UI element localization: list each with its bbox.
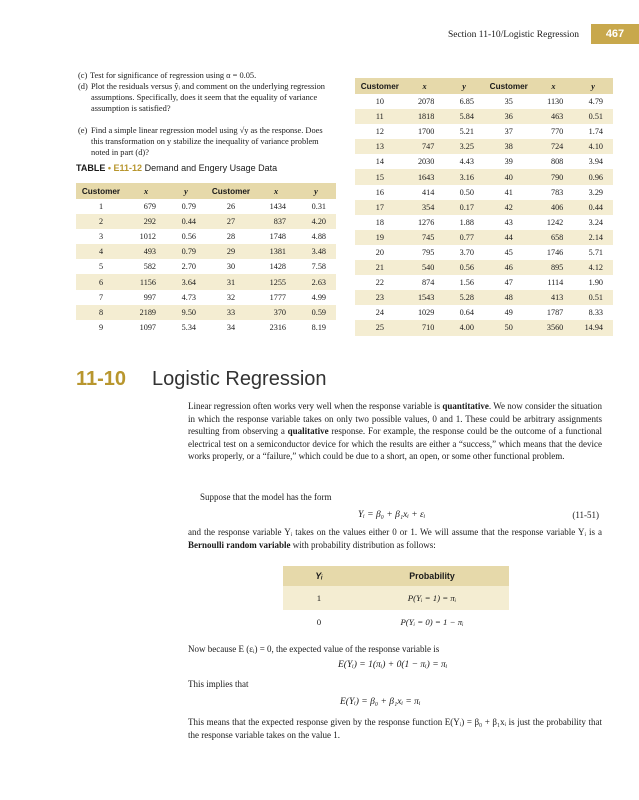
table-cell: 1029	[405, 305, 445, 320]
section-title: Logistic Regression	[152, 368, 327, 390]
table-row	[355, 139, 613, 154]
table-cell: 4.88	[296, 229, 336, 244]
paragraph-conclusion: This means that the expected response given by the response function E(Yᵢ) = β₀ + β₁xᵢ is just the probability that the response variable takes on the value 1.	[188, 717, 602, 740]
table-cell: 15	[355, 169, 405, 184]
table-cell: 27	[206, 214, 256, 229]
table-cell: 4.73	[166, 290, 206, 305]
table-id: E11-12	[113, 163, 143, 173]
table-cell: 1428	[256, 259, 296, 274]
text-run: with probability distribution as follows:	[290, 539, 436, 550]
table-cell: 14.94	[573, 320, 613, 335]
table-cell: 4.43	[444, 154, 484, 169]
table-cell: 0.96	[573, 169, 613, 184]
table-row	[76, 274, 336, 289]
table-cell: 26	[206, 199, 256, 214]
table-cell: 1242	[534, 215, 574, 230]
exercise-d	[78, 81, 336, 114]
table-cell: 370	[256, 305, 296, 320]
table-cell: 48	[484, 290, 534, 305]
table-cell: 24	[355, 305, 405, 320]
table-bullet: •	[107, 163, 112, 173]
table-cell: 1.74	[573, 124, 613, 139]
table-cell: 1777	[256, 290, 296, 305]
table-cell: 0.50	[444, 185, 484, 200]
table-cell: 3	[76, 229, 126, 244]
table-cell: 33	[206, 305, 256, 320]
table-row	[355, 230, 613, 245]
table-cell: 0.64	[444, 305, 484, 320]
table-cell: 8.19	[296, 320, 336, 335]
table-cell: 997	[126, 290, 166, 305]
table-cell: 17	[355, 200, 405, 215]
table-cell: 12	[355, 124, 405, 139]
table-row	[76, 259, 336, 274]
exercise-label: (e)	[78, 126, 88, 135]
table-cell: 3.16	[444, 169, 484, 184]
table-cell: 3.29	[573, 185, 613, 200]
section-number: 11-10	[76, 368, 127, 390]
table-cell: 20	[355, 245, 405, 260]
table-cell: P(Yᵢ = 1) = πᵢ	[355, 586, 509, 610]
text-run: and the response variable Yᵢ takes on the values either 0 or 1. We will assume that the response variable Yᵢ is a	[188, 527, 602, 537]
table-row	[355, 290, 613, 305]
table-row	[355, 200, 613, 215]
table-cell: 30	[206, 259, 256, 274]
table-cell: 354	[405, 200, 445, 215]
table-cell: 874	[405, 275, 445, 290]
col-header: y	[573, 78, 613, 94]
table-header-row	[283, 566, 509, 586]
table-cell: 9.50	[166, 305, 206, 320]
table-cell: 47	[484, 275, 534, 290]
table-row	[76, 244, 336, 259]
table-row	[355, 185, 613, 200]
table-cell: 1746	[534, 245, 574, 260]
text-run: Linear regression often works very well when the response variable is	[188, 401, 443, 411]
col-header: Customer	[76, 183, 126, 199]
col-header: x	[126, 183, 166, 199]
exercise-e	[78, 125, 336, 158]
table-cell: 1012	[126, 229, 166, 244]
table-cell: 1156	[126, 274, 166, 289]
table-cell: 1255	[256, 274, 296, 289]
table-row	[283, 586, 509, 610]
table-row	[76, 229, 336, 244]
paragraph-implies: This implies that	[188, 679, 249, 689]
table-cell: 0.44	[166, 214, 206, 229]
table-cell: 42	[484, 200, 534, 215]
table-cell: 1700	[405, 124, 445, 139]
table-row	[355, 169, 613, 184]
table-cell: 710	[405, 320, 445, 335]
table-cell: 38	[484, 139, 534, 154]
table-cell: 40	[484, 169, 534, 184]
data-table-right	[355, 78, 613, 336]
table-cell: 493	[126, 244, 166, 259]
probability-table	[283, 566, 509, 634]
table-cell: 5.84	[444, 109, 484, 124]
table-cell: 1818	[405, 109, 445, 124]
table-cell: 895	[534, 260, 574, 275]
table-cell: 6.85	[444, 94, 484, 109]
table-row	[355, 260, 613, 275]
table-cell: 13	[355, 139, 405, 154]
table-cell: 0.17	[444, 200, 484, 215]
table-cell: 7.58	[296, 259, 336, 274]
table-cell: 3.25	[444, 139, 484, 154]
col-header: Yᵢ	[283, 566, 355, 586]
table-cell: 39	[484, 154, 534, 169]
table-cell: 4	[76, 244, 126, 259]
table-cell: 35	[484, 94, 534, 109]
table-cell: 3.64	[166, 274, 206, 289]
table-cell: 790	[534, 169, 574, 184]
table-cell: 783	[534, 185, 574, 200]
table-cell: 0.77	[444, 230, 484, 245]
table-cell: 3.48	[296, 244, 336, 259]
table-cell: 2.63	[296, 274, 336, 289]
bold-term: quantitative	[442, 401, 489, 411]
table-cell: 41	[484, 185, 534, 200]
table-cell: 745	[405, 230, 445, 245]
table-cell: 23	[355, 290, 405, 305]
table-header-row	[76, 183, 336, 199]
table-cell: 3.24	[573, 215, 613, 230]
table-cell: 679	[126, 199, 166, 214]
table-cell: 0.51	[573, 109, 613, 124]
table-cell: 1.56	[444, 275, 484, 290]
table-cell: 5.71	[573, 245, 613, 260]
table-cell: 1130	[534, 94, 574, 109]
table-cell: 1381	[256, 244, 296, 259]
exercise-label: (d)	[78, 82, 88, 91]
equation-implies: E(Yᵢ) = β₀ + β₁xᵢ = πᵢ	[340, 697, 421, 707]
table-cell: 658	[534, 230, 574, 245]
table-cell: 724	[534, 139, 574, 154]
table-cell: 32	[206, 290, 256, 305]
table-cell: 45	[484, 245, 534, 260]
table-cell: 5.21	[444, 124, 484, 139]
col-header: Customer	[355, 78, 405, 94]
table-cell: 7	[76, 290, 126, 305]
table-cell: 406	[534, 200, 574, 215]
col-header: y	[296, 183, 336, 199]
table-caption	[76, 163, 277, 173]
table-cell: 1.88	[444, 215, 484, 230]
table-row	[355, 124, 613, 139]
table-cell: 11	[355, 109, 405, 124]
equation-number: (11-51)	[572, 510, 599, 520]
table-label: TABLE	[76, 163, 106, 173]
table-cell: 14	[355, 154, 405, 169]
table-cell: 16	[355, 185, 405, 200]
table-cell: 0.79	[166, 199, 206, 214]
table-cell: 19	[355, 230, 405, 245]
paragraph-intro	[188, 400, 602, 463]
table-cell: 4.20	[296, 214, 336, 229]
table-cell: 6	[76, 274, 126, 289]
table-cell: 3.94	[573, 154, 613, 169]
table-cell: 1114	[534, 275, 574, 290]
table-cell: 1434	[256, 199, 296, 214]
table-cell: 1	[283, 586, 355, 610]
table-cell: 2.14	[573, 230, 613, 245]
table-cell: 2030	[405, 154, 445, 169]
text-run: . We now consider the situation in which the response variable takes on only two possible values, 0 and 1. These could be arbitrary assignments resulting from observing a	[188, 401, 603, 437]
table-row	[355, 154, 613, 169]
table-cell: 4.10	[573, 139, 613, 154]
table-cell: 0.31	[296, 199, 336, 214]
data-table-left	[76, 183, 336, 335]
table-cell: 8	[76, 305, 126, 320]
col-header: Probability	[355, 566, 509, 586]
table-cell: 49	[484, 305, 534, 320]
table-row	[355, 305, 613, 320]
table-cell: 4.99	[296, 290, 336, 305]
table-cell: 3.70	[444, 245, 484, 260]
table-cell: 1643	[405, 169, 445, 184]
table-cell: 8.33	[573, 305, 613, 320]
col-header: y	[444, 78, 484, 94]
table-cell: 2189	[126, 305, 166, 320]
table-cell: 0.56	[166, 229, 206, 244]
running-header: Section 11-10/Logistic Regression	[447, 30, 579, 40]
table-cell: 10	[355, 94, 405, 109]
bold-term: qualitative	[287, 426, 329, 437]
col-header: x	[405, 78, 445, 94]
table-title: Demand and Engery Usage Data	[144, 163, 278, 173]
table-row	[355, 275, 613, 290]
table-row	[76, 214, 336, 229]
exercise-text: Find a simple linear regression model using √y as the response. Does this transformation on y stabilize the inequality of variance problem noted in part (d)?	[91, 126, 323, 157]
table-cell: 22	[355, 275, 405, 290]
table-cell: 43	[484, 215, 534, 230]
exercise-text: Plot the residuals versus ŷᵢ and comment on the underlying regression assumptions. Specifically, does it seem that the equality of variance assumption is satisfied?	[91, 82, 325, 113]
exercise-label: (c)	[78, 71, 88, 80]
table-cell: 46	[484, 260, 534, 275]
bold-term: Bernoulli random variable	[188, 539, 291, 550]
table-cell: 5	[76, 259, 126, 274]
table-cell: 4.12	[573, 260, 613, 275]
table-cell: 0.51	[573, 290, 613, 305]
text-run: response. For example, the response could be the outcome of a functional electrical test on a semiconductor device for which the results are either a “success,” which means that the device works properly, or a “failure,” which could be due to a short, an open, or some other functional problem.	[188, 426, 602, 462]
paragraph-expected: Now because E (εᵢ) = 0, the expected value of the response variable is	[188, 644, 440, 654]
table-cell: 0.44	[573, 200, 613, 215]
table-cell: 31	[206, 274, 256, 289]
table-header-row	[355, 78, 613, 94]
table-cell: 9	[76, 320, 126, 335]
table-cell: P(Yᵢ = 0) = 1 − πᵢ	[355, 610, 509, 634]
equation-expected: E(Yᵢ) = 1(πᵢ) + 0(1 − πᵢ) = πᵢ	[338, 660, 448, 670]
exercise-text: Test for significance of regression using α = 0.05.	[90, 71, 257, 80]
table-cell: 28	[206, 229, 256, 244]
table-cell: 1748	[256, 229, 296, 244]
paragraph-model: Suppose that the model has the form	[200, 492, 332, 502]
table-cell: 0.56	[444, 260, 484, 275]
table-cell: 2	[76, 214, 126, 229]
table-cell: 770	[534, 124, 574, 139]
table-cell: 5.34	[166, 320, 206, 335]
col-header: Customer	[206, 183, 256, 199]
table-cell: 795	[405, 245, 445, 260]
table-cell: 1543	[405, 290, 445, 305]
table-cell: 37	[484, 124, 534, 139]
table-cell: 4.79	[573, 94, 613, 109]
table-row	[355, 109, 613, 124]
table-cell: 25	[355, 320, 405, 335]
exercise-c	[78, 70, 336, 81]
table-row	[355, 245, 613, 260]
paragraph-bernoulli	[188, 526, 602, 551]
table-cell: 2316	[256, 320, 296, 335]
table-row	[76, 305, 336, 320]
table-cell: 414	[405, 185, 445, 200]
table-row	[355, 320, 613, 335]
table-cell: 2.70	[166, 259, 206, 274]
table-cell: 808	[534, 154, 574, 169]
table-row	[355, 94, 613, 109]
table-cell: 540	[405, 260, 445, 275]
table-cell: 2078	[405, 94, 445, 109]
table-row	[76, 290, 336, 305]
table-cell: 0.59	[296, 305, 336, 320]
col-header: x	[256, 183, 296, 199]
table-cell: 292	[126, 214, 166, 229]
table-cell: 36	[484, 109, 534, 124]
table-cell: 5.28	[444, 290, 484, 305]
table-cell: 1787	[534, 305, 574, 320]
table-row	[76, 320, 336, 335]
table-cell: 50	[484, 320, 534, 335]
equation-model: Yᵢ = β₀ + β₁xᵢ + εᵢ	[358, 510, 426, 520]
table-cell: 21	[355, 260, 405, 275]
page-number: 467	[591, 24, 639, 44]
table-cell: 463	[534, 109, 574, 124]
table-cell: 4.00	[444, 320, 484, 335]
table-cell: 1276	[405, 215, 445, 230]
table-cell: 0.79	[166, 244, 206, 259]
col-header: x	[534, 78, 574, 94]
table-cell: 582	[126, 259, 166, 274]
table-row	[355, 215, 613, 230]
table-cell: 3560	[534, 320, 574, 335]
table-cell: 747	[405, 139, 445, 154]
table-cell: 29	[206, 244, 256, 259]
table-cell: 1.90	[573, 275, 613, 290]
table-row	[283, 610, 509, 634]
col-header: Customer	[484, 78, 534, 94]
table-row	[76, 199, 336, 214]
table-cell: 18	[355, 215, 405, 230]
table-cell: 413	[534, 290, 574, 305]
table-cell: 0	[283, 610, 355, 634]
table-cell: 1097	[126, 320, 166, 335]
table-cell: 34	[206, 320, 256, 335]
table-cell: 44	[484, 230, 534, 245]
table-cell: 837	[256, 214, 296, 229]
col-header: y	[166, 183, 206, 199]
table-cell: 1	[76, 199, 126, 214]
